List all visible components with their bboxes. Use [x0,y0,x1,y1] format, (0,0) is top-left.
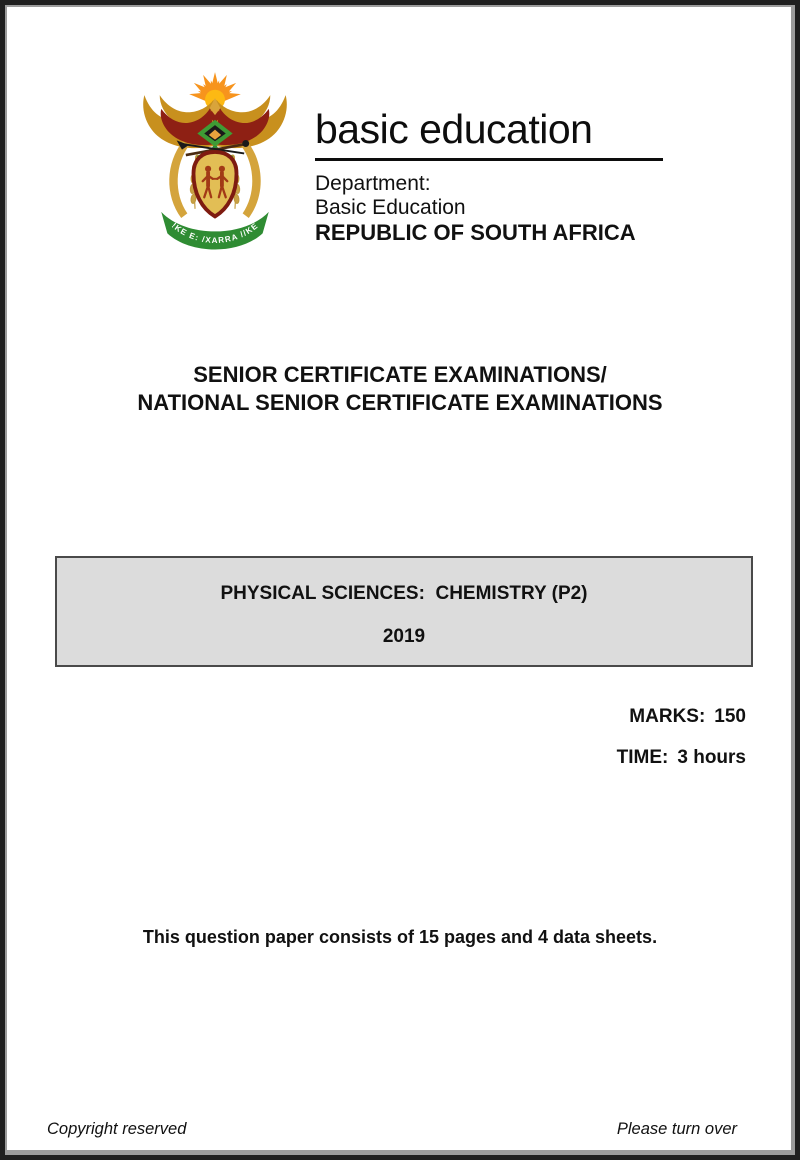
subject-title: PHYSICAL SCIENCES: CHEMISTRY (P2) [220,583,588,604]
time-row [617,747,746,769]
exam-details [617,706,746,788]
footer-turn-over: Please turn over [616,1120,737,1138]
exam-title-line2: NATIONAL SENIOR CERTIFICATE EXAMINATIONS [137,390,663,415]
coat-of-arms-logo [138,69,292,261]
marks-label: MARKS: [629,706,706,727]
logo-banner-text: !KE E: /XARRA //KE [169,220,261,245]
department-label: Department: [315,172,431,195]
shield-icon [193,152,236,217]
wordmark-underline [315,158,663,161]
footer-copyright: Copyright reserved [47,1120,187,1138]
time-label: TIME: [616,747,669,768]
wordmark-basic-education: basic education [315,106,593,152]
subject-box [55,556,753,667]
exam-title [5,361,795,417]
pages-note: This question paper consists of 15 pages and 4 data sheets. [142,927,658,947]
exam-title-line1: SENIOR CERTIFICATE EXAMINATIONS/ [193,362,607,387]
time-value: 3 hours [677,747,746,768]
country-name: REPUBLIC OF SOUTH AFRICA [315,220,636,245]
subject-year: 2019 [382,626,426,647]
department-name: Basic Education [315,196,466,219]
marks-row [617,706,746,728]
marks-value: 150 [714,706,746,727]
header-block [315,106,685,245]
